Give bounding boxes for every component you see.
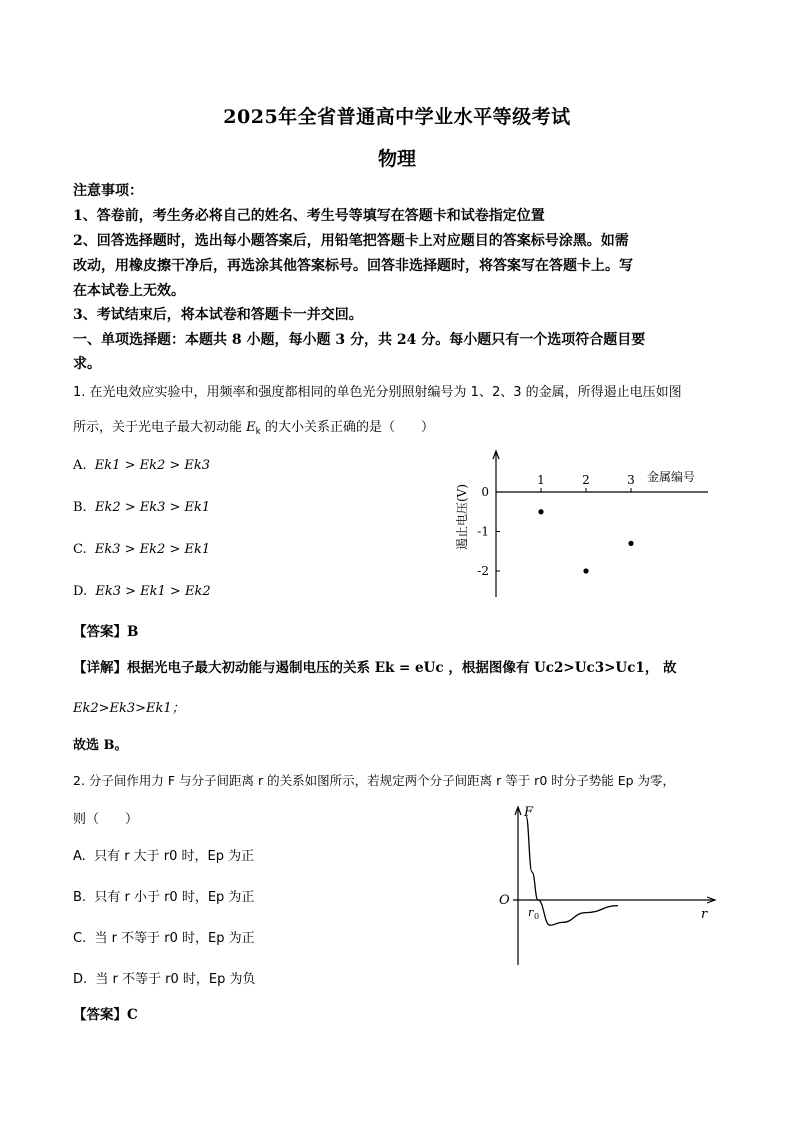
q1-stem-sub: k bbox=[255, 427, 261, 437]
option-label: C. bbox=[73, 542, 87, 557]
exam-title: 2025年全省普通高中学业水平等级考试 bbox=[223, 106, 571, 128]
data-point bbox=[628, 541, 633, 546]
notice-item: 在本试卷上无效。 bbox=[73, 283, 185, 299]
r0-label: r bbox=[528, 906, 534, 919]
option-text: 只有 r 大于 r0 时，Ep 为正 bbox=[94, 849, 255, 864]
option-label: B. bbox=[73, 500, 87, 515]
q1-option-b[interactable] bbox=[73, 500, 210, 515]
q1-option-a[interactable] bbox=[73, 458, 210, 473]
origin-label: O bbox=[499, 893, 510, 908]
q1-chart bbox=[440, 445, 720, 605]
q1-answer bbox=[73, 620, 138, 640]
q1-stem-text-a: 所示，关于光电子最大初动能 bbox=[73, 420, 247, 435]
y-tick-label: -1 bbox=[477, 524, 489, 539]
option-label: A. bbox=[73, 458, 87, 473]
data-point bbox=[583, 568, 588, 573]
option-text: Ek3 > Ek2 > Ek1 bbox=[94, 542, 211, 557]
q1-stem-line1: 1. 在光电效应实验中，用频率和强度都相同的单色光分别照射编号为 1、2、3 的金属，所得遏止电压如图 bbox=[73, 385, 682, 400]
option-text: Ek3 > Ek1 > Ek2 bbox=[95, 584, 211, 599]
notice-item: 改动，用橡皮擦干净后，再选涂其他答案标号。回答非选择题时，将答案写在答题卡上。写 bbox=[73, 258, 633, 274]
q1-option-d[interactable] bbox=[73, 584, 211, 599]
y-tick-label: -2 bbox=[477, 564, 489, 578]
r0-subscript: 0 bbox=[534, 912, 540, 921]
answer-value: B bbox=[127, 624, 139, 640]
q1-stem-line2 bbox=[73, 416, 434, 437]
answer-tag: 【答案】 bbox=[73, 624, 127, 640]
q2-option-c[interactable] bbox=[73, 927, 255, 946]
answer-value: C bbox=[127, 1007, 138, 1023]
force-curve bbox=[526, 816, 618, 925]
explain-text: 根据光电子最大初动能与遏制电压的关系 Ek = eUc ，根据图像有 Uc2>Uc3>Uc1， 故 bbox=[127, 660, 677, 676]
f-axis-label: F bbox=[524, 805, 534, 820]
r-axis-label: r bbox=[701, 907, 708, 922]
q2-answer bbox=[73, 1003, 138, 1023]
data-point bbox=[538, 509, 543, 514]
notice-heading: 注意事项： bbox=[73, 183, 143, 199]
q1-chart-plot bbox=[454, 451, 708, 597]
notice-item: 2、回答选择题时，选出每小题答案后，用铅笔把答题卡上对应题目的答案标号涂黑。如需 bbox=[73, 233, 629, 249]
q2-option-b[interactable] bbox=[73, 886, 254, 905]
q1-conclusion: 故选 B。 bbox=[73, 738, 128, 753]
x-tick-label: 3 bbox=[627, 473, 635, 487]
q1-stem-text-b: 的大小关系正确的是（ ） bbox=[260, 420, 434, 435]
y-tick-label: 0 bbox=[481, 485, 489, 499]
option-text: Ek2 > Ek3 > Ek1 bbox=[94, 500, 211, 515]
option-label: D. bbox=[73, 972, 88, 987]
q2-chart-plot bbox=[499, 805, 715, 965]
q2-stem-line1: 2. 分子间作用力 F 与分子间距离 r 的关系如图所示，若规定两个分子间距离 r 等于 r0 时分子势能 Ep 为零， bbox=[73, 773, 676, 788]
y-axis-label: 遏止电压(V) bbox=[455, 483, 469, 551]
answer-tag: 【答案】 bbox=[73, 1007, 127, 1023]
q1-option-c[interactable] bbox=[73, 542, 210, 557]
q1-stem-var: E bbox=[246, 420, 256, 435]
subject-title: 物理 bbox=[377, 148, 416, 170]
q2-chart bbox=[495, 800, 725, 970]
option-text: Ek1 > Ek2 > Ek3 bbox=[94, 458, 211, 473]
q2-stem-line2: 则（ ） bbox=[73, 812, 139, 827]
q2-option-d[interactable] bbox=[73, 968, 256, 987]
section-heading-line2: 求。 bbox=[73, 356, 101, 372]
notice-item: 1、答卷前，考生务必将自己的姓名、考生号等填写在答题卡和试卷指定位置 bbox=[73, 208, 545, 224]
q1-explanation-line1 bbox=[73, 656, 677, 676]
x-axis-label: 金属编号 bbox=[647, 470, 696, 484]
option-text: 当 r 不等于 r0 时，Ep 为正 bbox=[94, 931, 255, 946]
q1-explanation-line2: Ek2>Ek3>Ek1； bbox=[73, 701, 185, 716]
x-tick-label: 1 bbox=[537, 473, 545, 487]
option-text: 只有 r 小于 r0 时，Ep 为正 bbox=[94, 890, 255, 905]
option-label: D. bbox=[73, 584, 88, 599]
notice-item: 3、考试结束后，将本试卷和答题卡一并交回。 bbox=[73, 307, 363, 323]
option-text: 当 r 不等于 r0 时，Ep 为负 bbox=[95, 972, 256, 987]
section-heading-line1: 一、单项选择题：本题共 8 小题，每小题 3 分，共 24 分。每小题只有一个选项符合题目要 bbox=[73, 332, 646, 348]
q2-option-a[interactable] bbox=[73, 845, 254, 864]
x-tick-label: 2 bbox=[582, 473, 590, 487]
option-label: C. bbox=[73, 931, 87, 946]
option-label: A. bbox=[73, 849, 86, 864]
option-label: B. bbox=[73, 890, 87, 905]
explain-tag: 【详解】 bbox=[73, 660, 127, 676]
